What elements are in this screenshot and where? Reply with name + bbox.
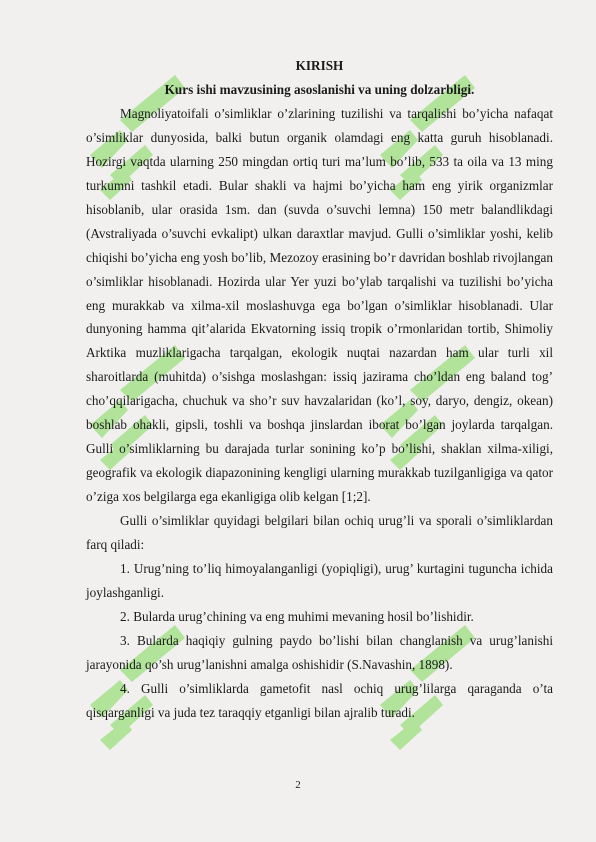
document-title: KIRISH xyxy=(295,58,344,73)
document-subtitle: Kurs ishi mavzusining asoslanishi va uning dolzarbligi. xyxy=(164,81,475,97)
list-item-1: 1. Urug’ning to’liq himoyalanganligi (yopiqligi), urug’ kurtagini tuguncha ichida joylashganligi. xyxy=(86,561,553,600)
list-item-3: 3. Bularda haqiqiy gulning paydo bo’lishi bilan changlanish va urug’lanishi jarayonida qo’sh urug’lanishni amalga oshishidir (S.Navashin, 1898). xyxy=(86,632,553,672)
document-body xyxy=(86,54,553,725)
list-item-4: 4. Gulli o’simliklarda gametofit nasl ochiq urug’lilarga qaraganda o’ta qisqarganligi va juda tez taraqqiy etganligi bilan ajralib turadi. xyxy=(86,680,553,720)
paragraph-intro: Magnoliyatoifali o’simliklar o’zlarining tuzilishi va tarqalishi bo’yicha nafaqat o’simliklar dunyosida, balki butun organik olamdagi eng katta guruh hisoblanadi. Hozirgi vaqtda ularning 250 mingdan ortiq turi ma’lum bo’lib, 533 ta oila va 13 ming turkumni tashkil etadi. Bular shakli va hajmi bo’yicha ham eng yirik organizmlar hisoblanib, ular orasida 1sm. dan (suvda o’suvchi lemna) 150 metr balandlikdagi (Avstraliyada o’suvchi evkalipt) ulkan daraxtlar mavjud. Gulli o’simliklar yoshi, kelib chiqishi bo’yicha eng yosh bo’lib, Mezozoy erasining bo’r davridan boshlab rivojlangan o’simliklar hisoblanadi. Hozirda ular Yer yuzi bo’ylab tarqalishi va tuzilishi bo’yicha eng murakkab va xilma-xil moslashuvga ega bo’lgan o’simliklar hisoblanadi. Ular dunyoning hamma qit’alarida Ekvatorning issiq tropik o’rmonlaridan tortib, Shimoliy Arktika muzliklarigacha tarqalgan, ekologik nuqtai nazardan ham ular turli xil sharoitlarda (muhitda) o’sishga moslashgan: issiq jazirama cho’ldan eng baland tog’ cho’qqilarigacha, chuchuk va sho’r suv havzalaridan (ko’l, soy, daryo, dengiz, okean) boshlab ohakli, gipsli, toshli va boshqa jinslardan iborat bo’lgan joylarda tarqalgan. Gulli o’simliklarning bu darajada turlar sonining ko’p bo’lishi, shaklan xilma-xiligi, geografik va ekologik diapazonining kengligi ularning murakkab tuzilganligiga va qator o’ziga xos belgilarga ega ekanligiga olib kelgan [1;2]. xyxy=(86,105,553,505)
list-item-2: 2. Bularda urug’chining va eng muhimi mevaning hosil bo’lishidir. xyxy=(120,608,474,624)
page-number: 2 xyxy=(295,779,301,791)
paragraph-differences: Gulli o’simliklar quyidagi belgilari bilan ochiq urug’li va sporali o’simliklardan farq qiladi: xyxy=(86,513,553,553)
